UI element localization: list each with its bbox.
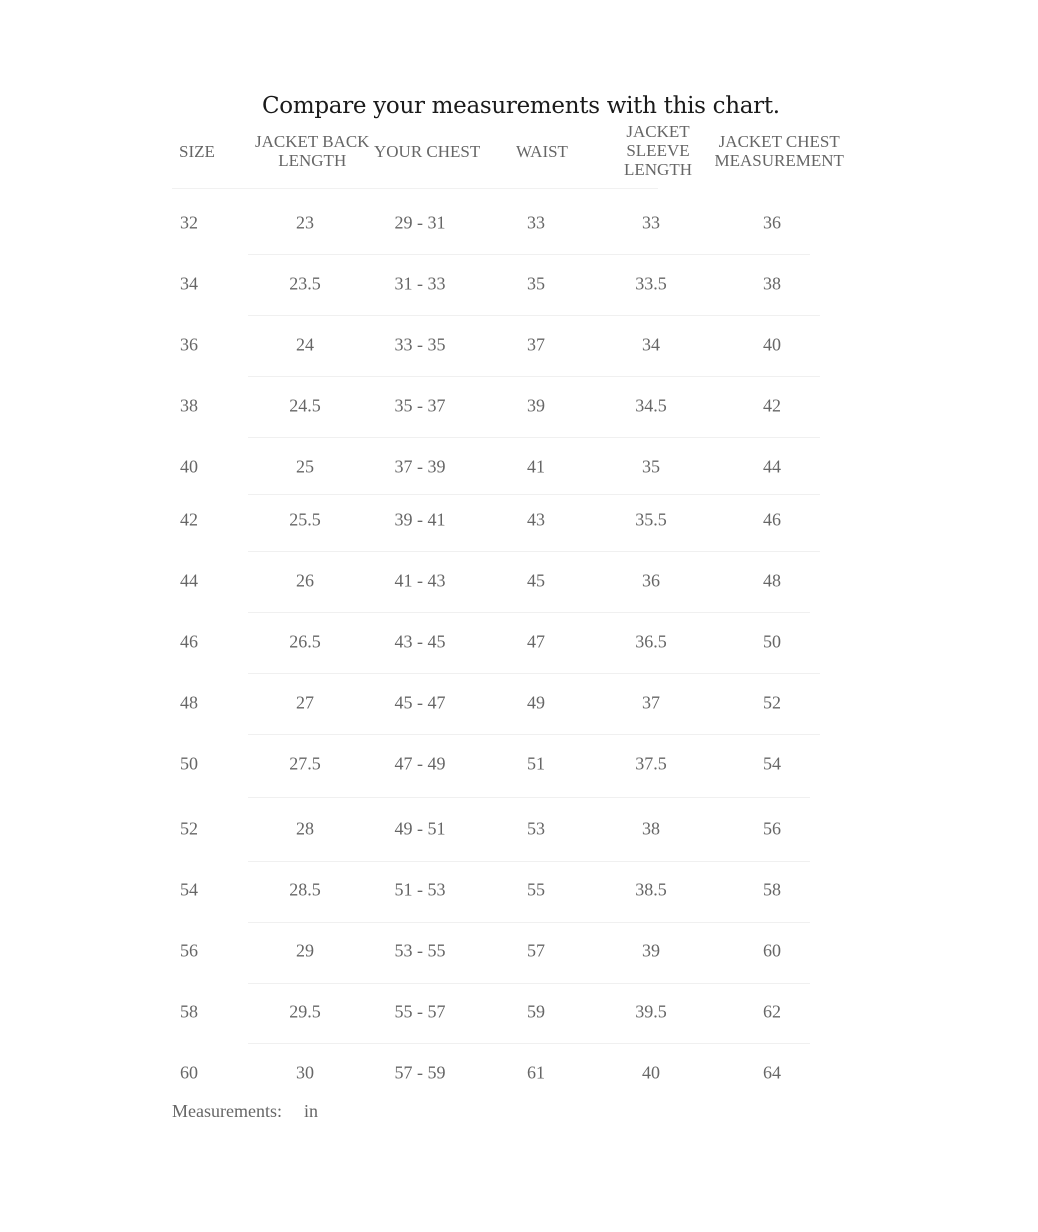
cell-size: 34 [180,273,198,294]
column-header-line: WAIST [516,142,568,161]
row-divider [248,734,820,735]
row-divider [248,861,810,862]
cell-sleeve: 40 [642,1062,660,1083]
cell-back: 23.5 [289,273,321,294]
column-header-line: SLEEVE [626,141,690,160]
column-header-back [255,132,369,170]
cell-jchest: 58 [763,879,781,900]
column-header-line: YOUR CHEST [374,142,481,161]
cell-back: 29 [296,940,314,961]
cell-jchest: 40 [763,334,781,355]
cell-chest: 39 - 41 [394,509,446,530]
row-divider [248,1043,810,1044]
cell-jchest: 60 [763,940,781,961]
row-divider [248,437,820,438]
cell-waist: 61 [527,1062,545,1083]
cell-waist: 59 [527,1001,545,1022]
cell-jchest: 52 [763,692,781,713]
units-note [172,1101,318,1122]
cell-chest: 55 - 57 [394,1001,446,1022]
cell-sleeve: 38.5 [635,879,667,900]
cell-size: 48 [180,692,198,713]
cell-back: 30 [296,1062,314,1083]
cell-jchest: 64 [763,1062,781,1083]
column-header-size [179,142,215,161]
cell-size: 32 [180,212,198,233]
cell-back: 25 [296,456,314,477]
row-divider [248,797,810,798]
cell-jchest: 48 [763,570,781,591]
cell-waist: 53 [527,818,545,839]
cell-size: 36 [180,334,198,355]
cell-sleeve: 33.5 [635,273,667,294]
cell-jchest: 36 [763,212,781,233]
cell-back: 25.5 [289,509,321,530]
row-divider [248,376,820,377]
cell-size: 44 [180,570,198,591]
cell-waist: 33 [527,212,545,233]
row-divider [248,922,810,923]
cell-size: 58 [180,1001,198,1022]
row-divider [248,494,820,495]
cell-chest: 29 - 31 [394,212,446,233]
cell-size: 54 [180,879,198,900]
cell-chest: 51 - 53 [394,879,446,900]
cell-chest: 35 - 37 [394,395,446,416]
cell-sleeve: 34.5 [635,395,667,416]
cell-sleeve: 37 [642,692,660,713]
column-header-line: SIZE [179,142,215,161]
cell-back: 26 [296,570,314,591]
cell-chest: 37 - 39 [394,456,446,477]
cell-sleeve: 37.5 [635,753,667,774]
cell-waist: 45 [527,570,545,591]
cell-chest: 43 - 45 [394,631,446,652]
cell-chest: 41 - 43 [394,570,446,591]
cell-waist: 47 [527,631,545,652]
cell-sleeve: 38 [642,818,660,839]
cell-waist: 55 [527,879,545,900]
cell-back: 24 [296,334,314,355]
column-header-line: LENGTH [624,160,692,179]
cell-sleeve: 34 [642,334,660,355]
cell-waist: 37 [527,334,545,355]
units-value: in [303,1101,318,1121]
cell-waist: 39 [527,395,545,416]
cell-size: 52 [180,818,198,839]
header-divider [172,188,658,189]
cell-back: 28 [296,818,314,839]
cell-waist: 51 [527,753,545,774]
units-label: Measurements: [172,1101,282,1121]
row-divider [248,983,810,984]
cell-back: 29.5 [289,1001,321,1022]
cell-chest: 57 - 59 [394,1062,446,1083]
column-header-line: LENGTH [278,151,347,170]
cell-waist: 35 [527,273,545,294]
cell-chest: 33 - 35 [394,334,446,355]
cell-back: 28.5 [289,879,321,900]
row-divider [248,551,820,552]
cell-chest: 53 - 55 [394,940,446,961]
cell-sleeve: 35 [642,456,660,477]
cell-chest: 47 - 49 [394,753,446,774]
cell-sleeve: 36.5 [635,631,667,652]
cell-jchest: 38 [763,273,781,294]
cell-sleeve: 36 [642,570,660,591]
cell-sleeve: 35.5 [635,509,667,530]
cell-chest: 45 - 47 [394,692,446,713]
cell-jchest: 56 [763,818,781,839]
cell-jchest: 44 [763,456,781,477]
cell-waist: 43 [527,509,545,530]
row-divider [248,612,810,613]
column-header-line: JACKET BACK [255,132,370,151]
cell-jchest: 46 [763,509,781,530]
cell-size: 42 [180,509,198,530]
column-header-line: JACKET [626,122,690,141]
cell-back: 23 [296,212,314,233]
cell-jchest: 50 [763,631,781,652]
cell-waist: 57 [527,940,545,961]
cell-jchest: 42 [763,395,781,416]
cell-waist: 49 [527,692,545,713]
cell-back: 27.5 [289,753,321,774]
cell-sleeve: 39 [642,940,660,961]
cell-sleeve: 39.5 [635,1001,667,1022]
cell-size: 46 [180,631,198,652]
column-header-sleeve [624,122,692,179]
cell-size: 40 [180,456,198,477]
cell-size: 60 [180,1062,198,1083]
row-divider [248,673,820,674]
cell-waist: 41 [527,456,545,477]
cell-chest: 31 - 33 [394,273,446,294]
cell-size: 56 [180,940,198,961]
cell-back: 26.5 [289,631,321,652]
column-header-line: MEASUREMENT [714,151,844,170]
cell-size: 50 [180,753,198,774]
row-divider [248,315,820,316]
cell-size: 38 [180,395,198,416]
cell-jchest: 54 [763,753,781,774]
chart-title: Compare your measurements with this chart. [262,93,780,119]
column-header-chest [374,142,480,161]
cell-sleeve: 33 [642,212,660,233]
cell-back: 24.5 [289,395,321,416]
cell-chest: 49 - 51 [394,818,446,839]
column-header-line: JACKET CHEST [718,132,840,151]
column-header-waist [516,142,568,161]
column-header-jchest [715,132,844,170]
row-divider [248,254,810,255]
cell-jchest: 62 [763,1001,781,1022]
cell-back: 27 [296,692,314,713]
